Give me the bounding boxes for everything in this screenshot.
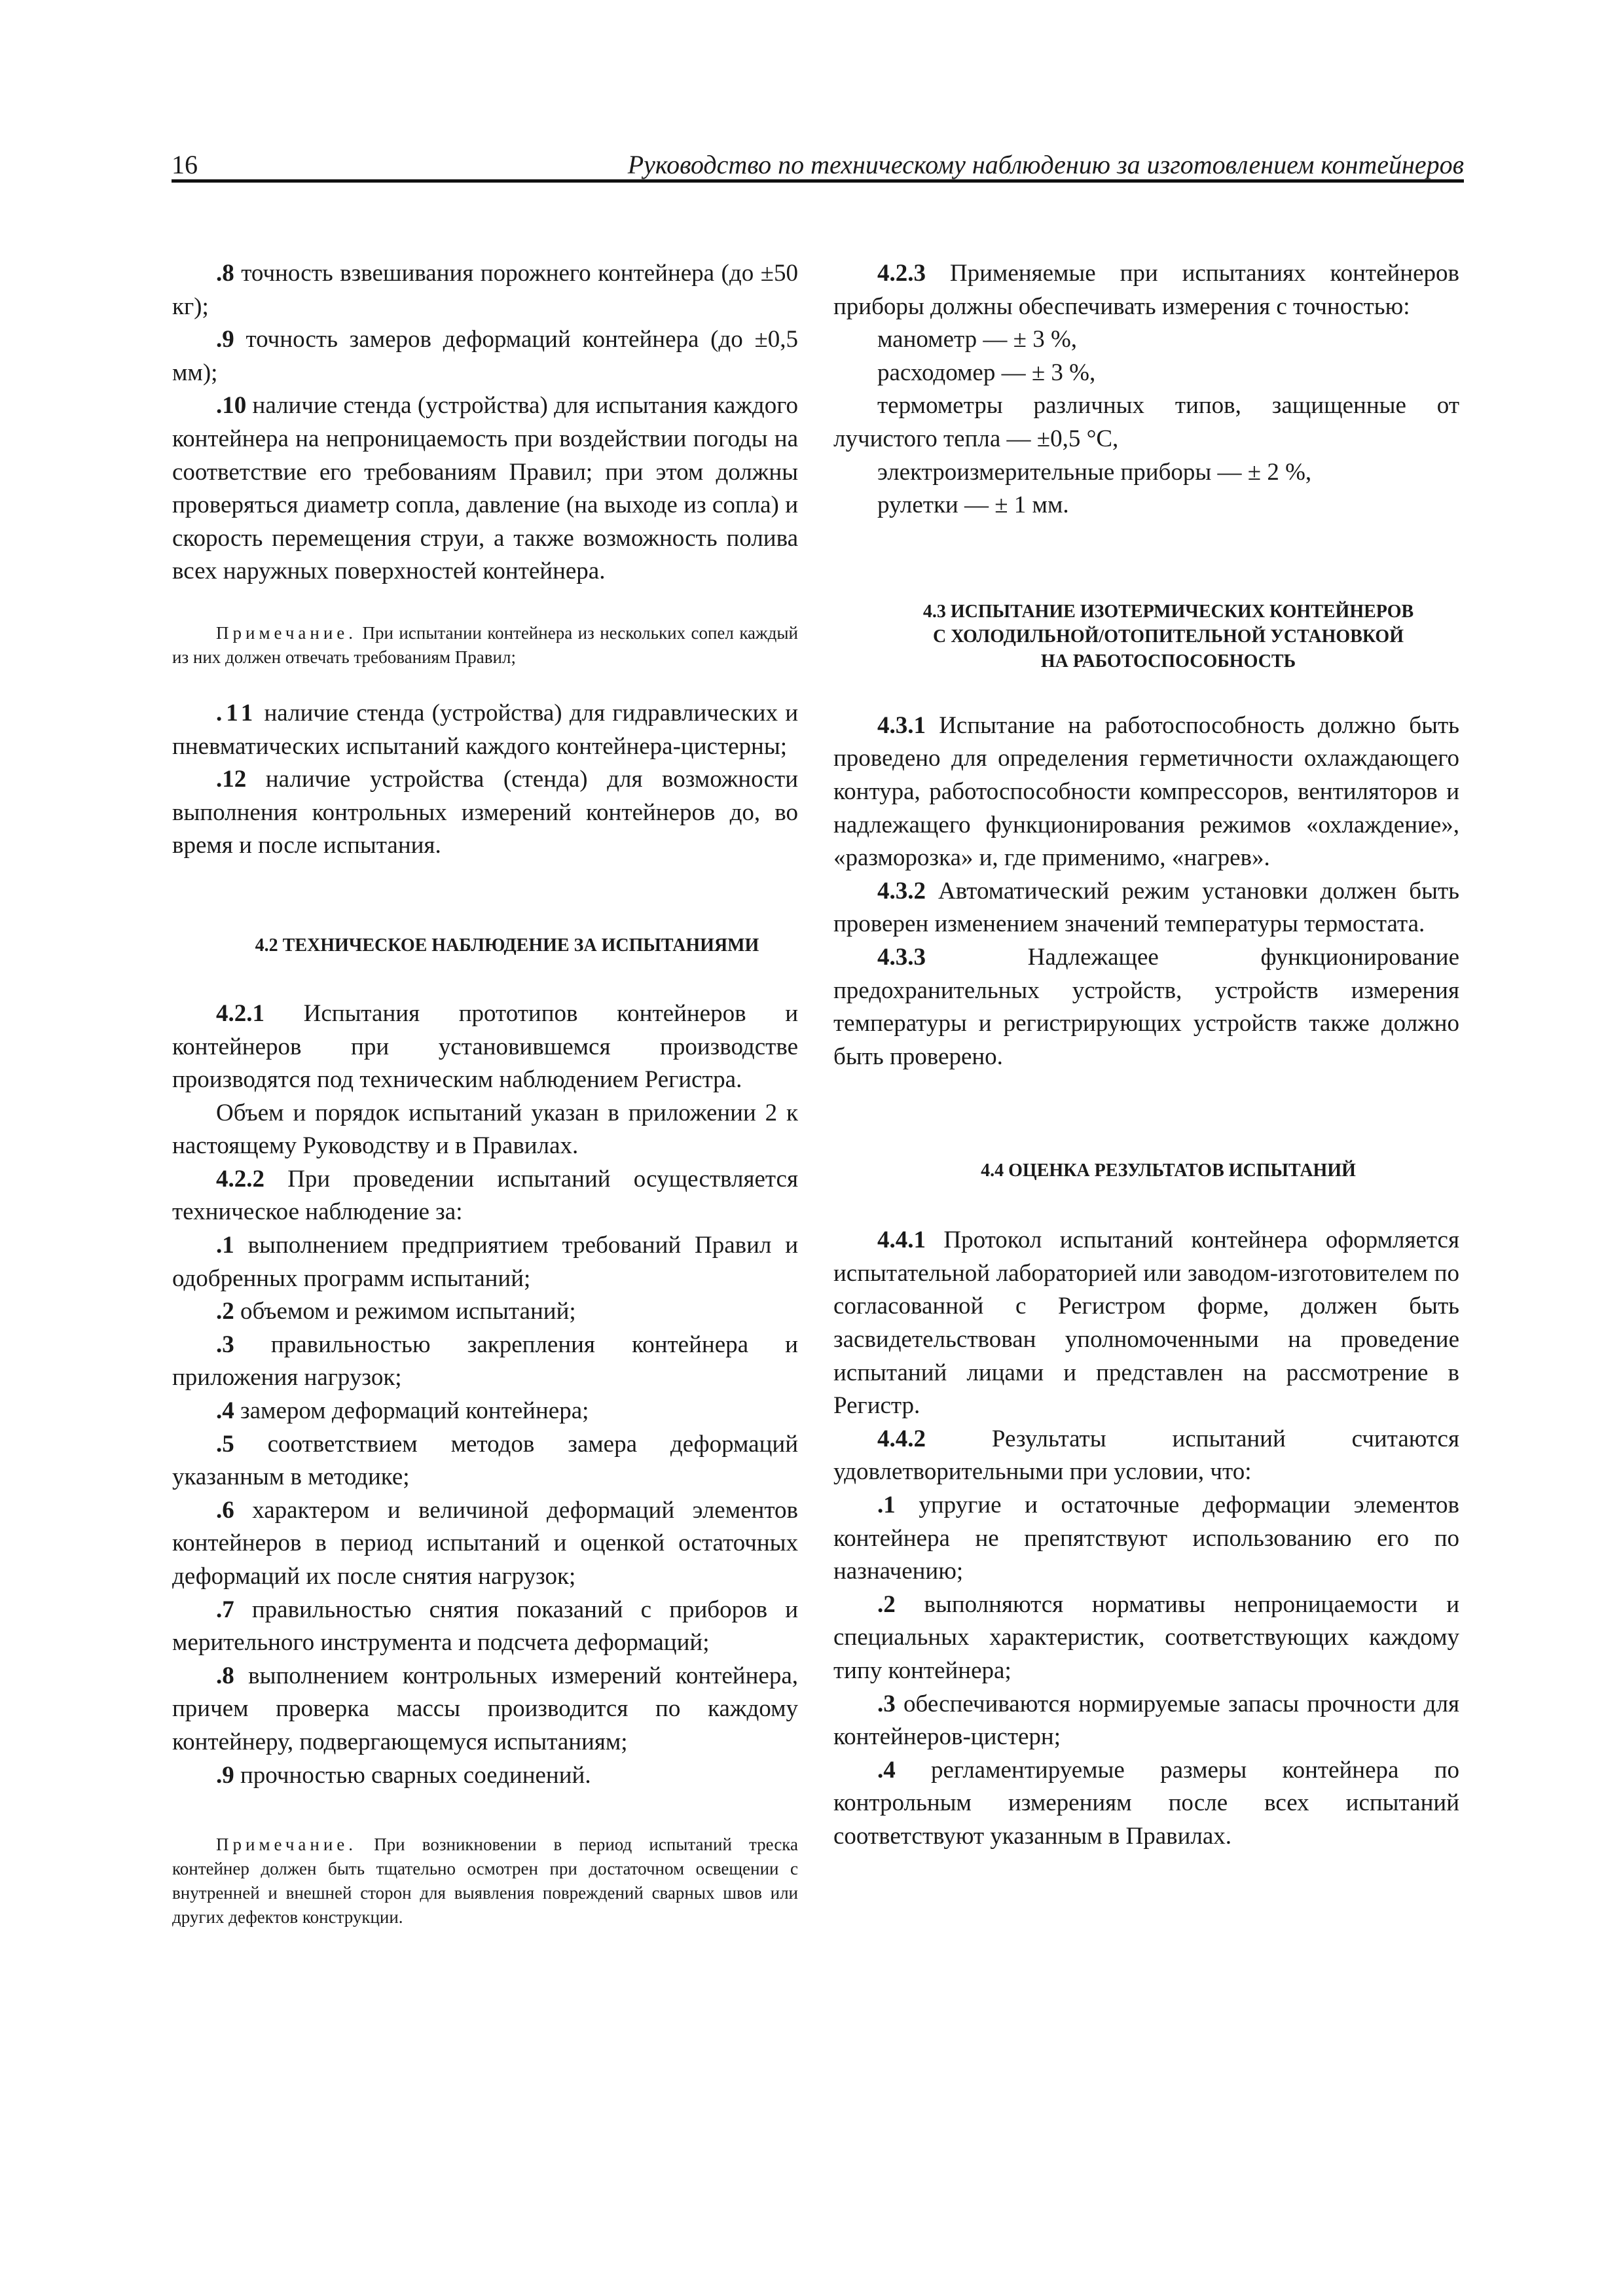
item-number: .8 (216, 1662, 234, 1689)
paragraph-10 (172, 389, 798, 588)
left-column (172, 257, 798, 1929)
paragraph-9 (172, 323, 798, 389)
list-item (172, 1759, 798, 1793)
clause-number: 4.2.2 (216, 1165, 264, 1193)
list-item (833, 1588, 1459, 1688)
paragraph-4-3-2 (833, 875, 1459, 941)
list-item (172, 1395, 798, 1428)
note-label: Примечание. (216, 1835, 357, 1855)
paragraph-4-4-2 (833, 1423, 1459, 1489)
clause-number: 4.3.3 (877, 943, 926, 971)
item-text: выполнением предприятием требований Правил и одобренных программ испытаний; (172, 1232, 798, 1292)
item-text: упругие и остаточные деформации элементов контейнера не препятствуют использованию его по назначению; (833, 1492, 1459, 1585)
heading-line: 4.3 ИСПЫТАНИЕ ИЗОТЕРМИЧЕСКИХ КОНТЕЙНЕРОВ (922, 601, 1414, 622)
clause-number: 4.4.2 (877, 1425, 926, 1452)
list-item (172, 1329, 798, 1395)
item-text: регламентируемые размеры контейнера по контрольным измерениям после всех испытаний соответствуют указанным в Правилах. (833, 1756, 1459, 1850)
item-text: наличие устройства (стенда) для возможности выполнения контрольных измерений контейнеров до, во время и после испытания. (172, 766, 798, 859)
page-number: 16 (172, 150, 198, 179)
clause-text: Автоматический режим установки должен быть проверен изменением значений температуры термостата. (833, 877, 1459, 938)
clause-number: 4.2.3 (877, 260, 926, 287)
clause-number: 4.2.1 (216, 999, 264, 1027)
header-rule (172, 179, 1464, 183)
note-2 (172, 1833, 798, 1929)
item-number: .5 (216, 1430, 234, 1458)
list-item (172, 1229, 798, 1295)
paragraph-4-4-1 (833, 1224, 1459, 1423)
list-item (172, 1428, 798, 1494)
item-number: .2 (877, 1590, 896, 1618)
note-1 (172, 621, 798, 670)
instrument-item: расходомер — ± 3 %, (877, 359, 1096, 386)
item-text: характером и величиной деформаций элементов контейнеров в период испытаний и оценкой остаточных деформаций их после снятия нагрузок; (172, 1496, 798, 1590)
list-item (172, 1660, 798, 1759)
note-text: При возникновении в период испытаний треска контейнер должен быть тщательно осмотрен при достаточном освещении с внутренней и внешней сторон для выявления повреждений сварных швов или других дефектов конструкции. (172, 1835, 798, 1928)
item-number: .4 (216, 1397, 234, 1425)
item-text: точность замеров деформаций контейнера (до ±0,5 мм); (172, 326, 798, 386)
item-number: .2 (216, 1298, 234, 1325)
section-heading-4-3 (833, 600, 1459, 674)
right-column (833, 257, 1459, 1854)
item-number: .3 (877, 1690, 896, 1717)
list-item (833, 1754, 1459, 1854)
clause-text: Испытания прототипов контейнеров и контейнеров при установившемся производстве производятся под техническим наблюдением Регистра. (172, 999, 798, 1094)
item-number: .10 (216, 392, 247, 420)
item-number: .9 (216, 326, 234, 353)
item-text: соответствием методов замера деформаций указанным в методике; (172, 1430, 798, 1491)
item-number: .8 (216, 260, 234, 287)
instrument-item: рулетки — ± 1 мм. (877, 492, 1069, 519)
item-text: замером деформаций контейнера; (234, 1397, 589, 1425)
paragraph-4-2-2 (172, 1163, 798, 1229)
paragraph-4-3-3 (833, 941, 1459, 1073)
paragraph-4-3-1 (833, 709, 1459, 875)
instrument-item: манометр — ± 3 %, (877, 326, 1078, 353)
instrument-item: электроизмерительные приборы — ± 2 %, (877, 458, 1312, 486)
item-number: .9 (216, 1761, 234, 1789)
page-header (172, 145, 1464, 179)
paragraph-12 (172, 763, 798, 863)
paragraph-4-2-1 (172, 997, 798, 1097)
instrument-item: термометры различных типов, защищенные от лучистого тепла — ±0,5 °С, (833, 392, 1459, 452)
item-number: .3 (216, 1331, 234, 1358)
item-number: .4 (877, 1756, 896, 1784)
paragraph-4-2-1b: Объем и порядок испытаний указан в приложении 2 к настоящему Руководству и в Правилах. (172, 1099, 798, 1160)
item-text: объемом и режимом испытаний; (234, 1298, 576, 1325)
item-number: .12 (216, 766, 247, 793)
clause-text: Применяемые при испытаниях контейнеров приборы должны обеспечивать измерения с точностью: (833, 260, 1459, 320)
item-number: .1 (877, 1492, 896, 1519)
item-text: наличие стенда (устройства) для испытания каждого контейнера на непроницаемость при воздействии погоды на соответствие его требованиям Правил; при этом должны проверяться диаметр сопла, давление (на выходе из сопла) и скорость перемещения струи, а также возможность полива всех наружных поверхностей контейнера. (172, 392, 798, 585)
item-text: выполнением контрольных измерений контейнера, причем проверка массы производится по каждому контейнеру, подвергающемуся испытаниям; (172, 1662, 798, 1755)
clause-number: 4.4.1 (877, 1227, 926, 1254)
paragraph-11 (172, 697, 798, 763)
clause-text: Надлежащее функционирование предохранительных устройств, устройств измерения температуры и регистрирующих устройств также должно быть проверено. (833, 943, 1459, 1070)
note-label: Примечание. (216, 622, 357, 643)
list-item (833, 1489, 1459, 1588)
item-text: прочностью сварных соединений. (234, 1761, 591, 1789)
clause-text: При проведении испытаний осуществляется техническое наблюдение за: (172, 1165, 798, 1226)
heading-line: С ХОЛОДИЛЬНОЙ/ОТОПИТЕЛЬНОЙ УСТАНОВКОЙ (933, 626, 1404, 647)
clause-number: 4.3.1 (877, 711, 926, 739)
item-text: обеспечиваются нормируемые запасы прочности для контейнеров-цистерн; (833, 1690, 1459, 1751)
paragraph-4-2-3 (833, 257, 1459, 323)
section-heading-4-4: 4.4 ОЦЕНКА РЕЗУЛЬТАТОВ ИСПЫТАНИЙ (981, 1160, 1356, 1181)
note-text: При испытании контейнера из нескольких сопел каждый из них должен отвечать требованиям Правил; (172, 622, 798, 667)
list-item (833, 1688, 1459, 1754)
heading-line: НА РАБОТОСПОСОБНОСТЬ (1040, 651, 1296, 672)
item-number: .11 (216, 699, 257, 726)
item-text: правильностью закрепления контейнера и приложения нагрузок; (172, 1331, 798, 1391)
clause-text: Испытание на работоспособность должно быть проведено для определения герметичности охлаждающего контура, работоспособности компрессоров, вентиляторов и надлежащего функционирования режимов «охлаждение», «разморозка» и, где применимо, «нагрев». (833, 711, 1459, 872)
clause-text: Протокол испытаний контейнера оформляется испытательной лабораторией или заводом-изготовителем по согласованной с Регистром форме, должен быть засвидетельствован уполномоченными на проведение испытаний лицами и представлен на рассмотрение в Регистр. (833, 1227, 1459, 1420)
running-title: Руководство по техническому наблюдению за изготовлением контейнеров (627, 150, 1464, 179)
section-heading-4-2: 4.2 ТЕХНИЧЕСКОЕ НАБЛЮДЕНИЕ ЗА ИСПЫТАНИЯМИ (255, 935, 759, 956)
list-item (172, 1594, 798, 1660)
item-text: выполняются нормативы непроницаемости и специальных характеристик, соответствующих каждому типу контейнера; (833, 1590, 1459, 1684)
item-number: .1 (216, 1232, 234, 1259)
paragraph-8 (172, 257, 798, 323)
item-number: .7 (216, 1596, 234, 1623)
list-item (172, 1295, 798, 1329)
item-text: наличие стенда (устройства) для гидравлических и пневматических испытаний каждого контейнера-цистерны; (172, 699, 798, 760)
list-item (172, 1494, 798, 1594)
item-text: точность взвешивания порожнего контейнера (до ±50 кг); (172, 260, 798, 320)
item-text: правильностью снятия показаний с приборов и мерительного инструмента и подсчета деформаций; (172, 1596, 798, 1657)
clause-text: Результаты испытаний считаются удовлетворительными при условии, что: (833, 1425, 1459, 1486)
item-number: .6 (216, 1496, 234, 1524)
clause-number: 4.3.2 (877, 877, 926, 905)
